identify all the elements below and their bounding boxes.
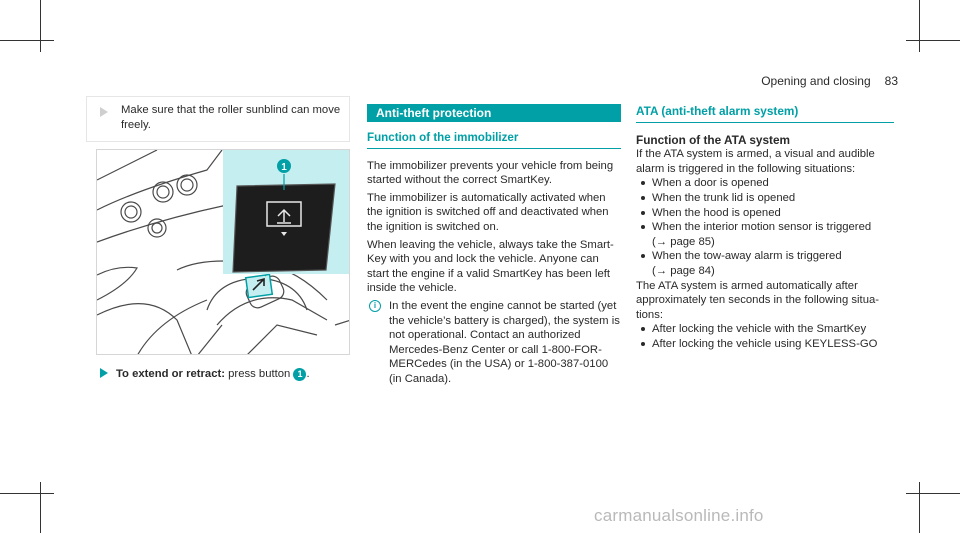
crop-mark xyxy=(0,493,54,494)
crop-mark xyxy=(40,482,41,533)
crop-mark xyxy=(919,0,920,52)
figure-callout: 1 xyxy=(281,162,287,173)
callout-badge: 1 xyxy=(293,368,306,381)
crop-mark xyxy=(906,40,960,41)
list-item: When the trunk lid is opened xyxy=(636,191,894,206)
immobilizer-paragraph-2: The immobilizer is automatically activated when the ignition is switched off and deactivated when the ignition is switched on. xyxy=(367,191,609,233)
section-title: Opening and closing xyxy=(761,74,871,88)
ata-intro: If the ATA system is armed, a visual and audible alarm is triggered in the following situations: xyxy=(636,148,875,175)
crop-mark xyxy=(919,482,920,533)
arm-situation-list xyxy=(636,322,894,351)
page-reference-link[interactable]: (→ page 84) xyxy=(652,264,715,277)
page-number: 83 xyxy=(884,74,898,88)
arrow-icon xyxy=(100,107,108,117)
immobilizer-heading: Function of the immobilizer xyxy=(367,131,621,149)
list-item xyxy=(636,249,894,278)
trigger-text: When the interior motion sensor is triggered xyxy=(652,221,872,234)
ata-heading: ATA (anti-theft alarm system) xyxy=(636,104,894,123)
page-header xyxy=(761,74,898,89)
instruction-step xyxy=(96,367,356,382)
list-item: When a door is opened xyxy=(636,176,894,191)
note-text: In the event the engine cannot be started (yet the vehicle’s battery is charged), the system is not operational. Contact an authorized Mercedes-Benz Center or call 1-800-FOR-MERCedes (in the USA) or 1-800-387-0100 (in Canada). xyxy=(389,299,620,385)
list-item: When the hood is opened xyxy=(636,206,894,221)
crop-mark xyxy=(906,493,960,494)
step-label: To extend or retract: xyxy=(116,368,226,380)
crop-mark xyxy=(0,40,54,41)
ata-section xyxy=(636,104,894,352)
tip-box xyxy=(86,96,350,142)
list-item: After locking the vehicle with the SmartKey xyxy=(636,322,894,337)
ata-auto-arm-text: The ATA system is armed automatically after approximately ten seconds in the following situa-tions: xyxy=(636,279,880,321)
watermark: carmanualsonline.info xyxy=(594,506,764,525)
crop-mark xyxy=(40,0,41,52)
list-item: After locking the vehicle using KEYLESS-GO xyxy=(636,337,894,352)
info-note xyxy=(367,299,621,387)
step-end: . xyxy=(306,368,310,380)
ata-function-heading: Function of the ATA system xyxy=(636,132,791,147)
antitheft-section xyxy=(367,104,621,387)
immobilizer-paragraph-3: When leaving the vehicle, always take the Smart-Key with you and lock the vehicle. Anyone can start the engine if a valid SmartKey has been left inside the vehicle. xyxy=(367,238,614,295)
tip-text: Make sure that the roller sunblind can move freely. xyxy=(121,104,341,131)
step-text: press button xyxy=(225,368,294,380)
page-reference-link[interactable]: (→ page 85) xyxy=(652,235,715,248)
trigger-list xyxy=(636,176,894,278)
immobilizer-paragraph-1: The immobilizer prevents your vehicle from being started without the correct SmartKey. xyxy=(367,159,614,187)
step-arrow-icon xyxy=(100,368,108,378)
trigger-text: When the tow-away alarm is triggered xyxy=(652,250,842,263)
console-drawing xyxy=(97,150,350,355)
info-icon: i xyxy=(369,300,381,312)
list-item xyxy=(636,220,894,249)
sunblind-button-illustration xyxy=(96,149,350,355)
section-bar-title: Anti-theft protection xyxy=(367,104,621,122)
